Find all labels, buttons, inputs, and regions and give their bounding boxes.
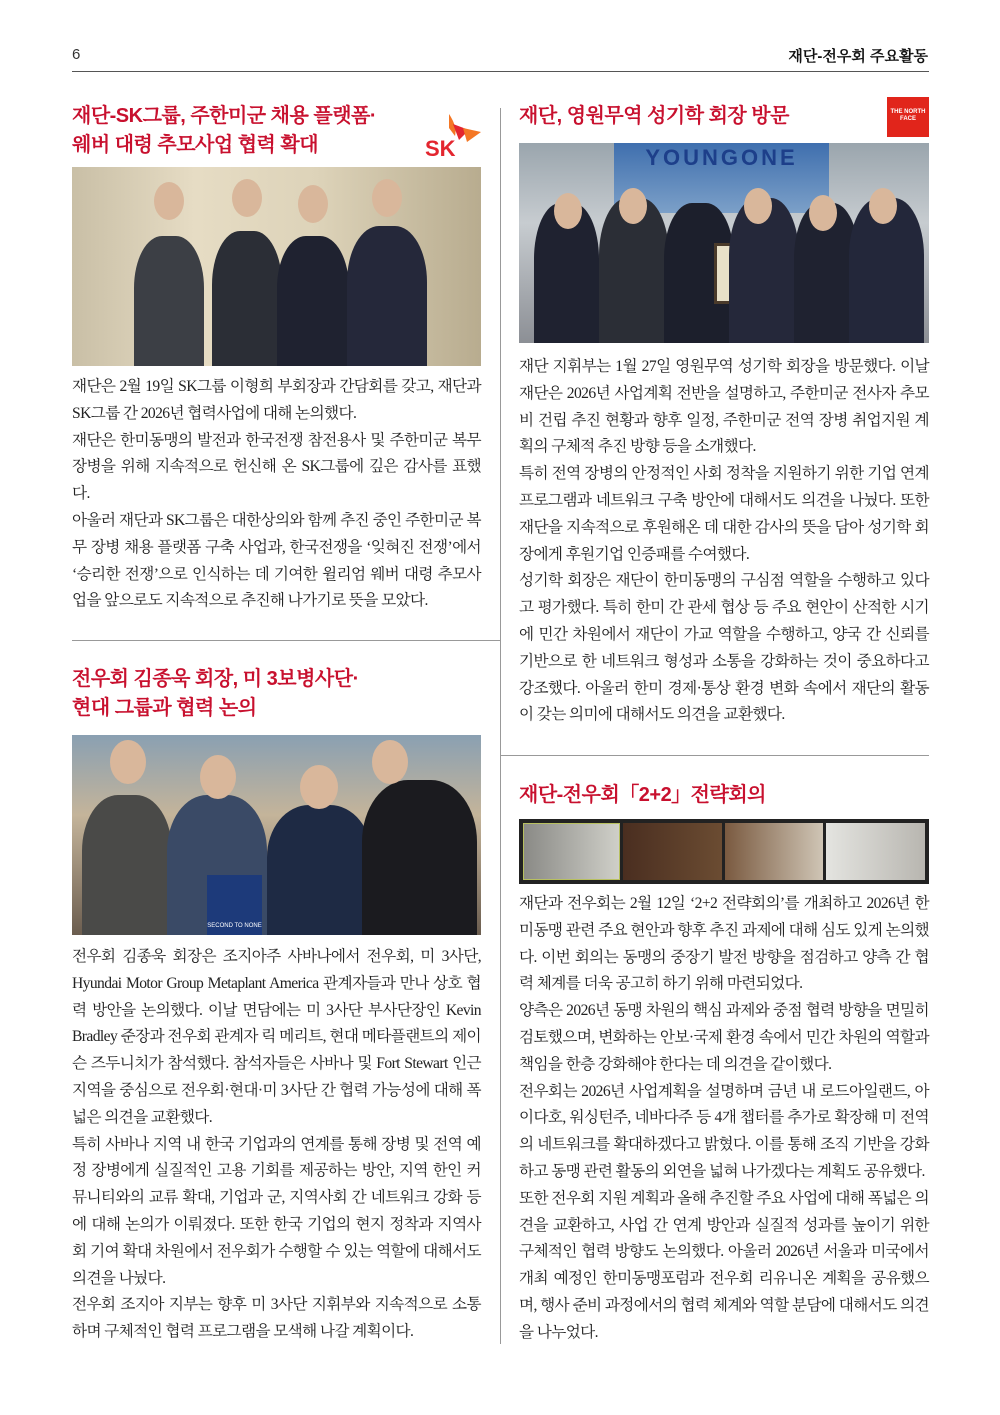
title-line: 웨버 대령 추모사업 협력 확대 <box>72 134 319 156</box>
article-body-strategy <box>519 891 929 1347</box>
sk-logo <box>423 110 483 160</box>
video-conference-screenshot <box>519 819 929 884</box>
video-tile <box>623 823 722 880</box>
article-body-kim <box>72 944 481 1346</box>
video-tile <box>725 823 823 880</box>
section-title: 재단-전우회 주요활동 <box>788 48 928 65</box>
header-divider <box>72 71 929 72</box>
kim-meeting-photo <box>72 735 481 935</box>
paragraph: 특히 사바나 지역 내 한국 기업과의 연계를 통해 장병 및 전역 예정 장병에게 실질적인 고용 기회를 제공하는 방안, 지역 한인 커뮤니티와의 교류 확대, 기업과 군, 지역사회 간 네트워크 강화 등에 대해 논의가 이뤄졌다. 또한 한국 기업의 현지 정착과 지역사회 기여 확대 차원에서 전우회가 수행할 수 있는 역할에 대해서도 의견을 나눴다. <box>72 1135 481 1287</box>
paragraph: 재단은 한미동맹의 발전과 한국전쟁 참전용사 및 주한미군 복무 장병을 위해 지속적으로 헌신해 온 SK그룹에 깊은 감사를 표했다. <box>72 431 481 503</box>
title-line: 전우회 김종욱 회장, 미 3보병사단· <box>72 668 359 690</box>
paragraph: 전우회는 2026년 사업계획을 설명하며 금년 내 로드아일랜드, 아이다호, 워싱턴주, 네바다주 등 4개 챕터를 추가로 확장해 미 전역의 네트워크를 확대하겠다고 밝혔다. 이를 통해 조직 기반을 강화하고 동맹 관련 활동의 외연을 넓혀 나가겠다는 계획도 공유했다. <box>519 1082 929 1180</box>
paragraph: 특히 전역 장병의 안정적인 사회 정착을 지원하기 위한 기업 연계 프로그램과 네트워크 구축 방안에 대해서도 의견을 나눴다. 또한 재단을 지속적으로 후원해온 데 대한 감사의 뜻을 담아 성기학 회장에게 후원기업 인증패를 수여했다. <box>519 465 929 563</box>
paragraph: 재단과 전우회는 2월 12일 ‘2+2 전략회의’를 개최하고 2026년 한미동맹 관련 주요 현안과 향후 추진 과제에 대해 심도 있게 논의했다. 이번 회의는 동맹의 중장기 발전 방향을 점검하고 양측 간 협력 체계를 더욱 공고히 하기 위해 마련되었다. <box>519 895 929 993</box>
article-body-youngone <box>519 354 929 729</box>
video-tile <box>826 823 925 880</box>
title-line: 현대 그룹과 협력 논의 <box>72 697 257 719</box>
youngone-sign: YOUNGONE <box>614 143 829 213</box>
bag: SECOND TO NONE <box>207 875 262 935</box>
north-face-logo: THE NORTH FACE <box>887 97 929 137</box>
article-title-sk <box>72 102 432 160</box>
article-divider <box>72 640 500 641</box>
paragraph: 성기학 회장은 재단이 한미동맹의 구심점 역할을 수행하고 있다고 평가했다. 특히 한미 간 관세 협상 등 주요 현안이 산적한 시기에 민간 차원에서 재단이 가교 역할을 수행하고, 양국 간 신뢰를 기반으로 한 네트워크 형성과 소통을 강화하는 것이 중요하다고 강조했다. 아울러 한미 경제·통상 환경 변화 속에서 재단의 활동이 갖는 의미에 대해서도 의견을 교환했다. <box>519 572 929 724</box>
svg-text:SK: SK <box>425 136 456 160</box>
article-title-kim <box>72 665 481 723</box>
article-body-sk <box>72 374 481 615</box>
title-line: 재단-SK그룹, 주한미군 채용 플랫폼· <box>72 105 376 127</box>
article-title-youngone: 재단, 영원무역 성기학 회장 방문 <box>519 105 789 127</box>
article-title-strategy: 재단-전우회「2+2」전략회의 <box>519 784 766 806</box>
paragraph: 재단은 2월 19일 SK그룹 이형희 부회장과 간담회를 갖고, 재단과 SK그룹 간 2026년 협력사업에 대해 논의했다. <box>72 378 481 422</box>
paragraph: 아울러 재단과 SK그룹은 대한상의와 함께 추진 중인 주한미군 복무 장병 채용 플랫폼 구축 사업과, 한국전쟁을 ‘잊혀진 전쟁’에서 ‘승리한 전쟁’으로 인식하는 데 기여한 윌리엄 웨버 대령 추모사업을 앞으로도 지속적으로 추진해 나가기로 뜻을 모았다. <box>72 511 481 610</box>
column-divider <box>500 108 501 1344</box>
video-tile <box>523 823 620 880</box>
paragraph: 전우회 조지아 지부는 향후 미 3사단 지휘부와 지속적으로 소통하며 구체적인 협력 프로그램을 모색해 나갈 계획이다. <box>72 1296 481 1341</box>
paragraph: 또한 전우회 지원 계획과 올해 추진할 주요 사업에 대해 폭넓은 의견을 교환하고, 사업 간 연계 방안과 실질적 성과를 높이기 위한 구체적인 협력 방향도 논의했다. 아울러 2026년 서울과 미국에서 개최 예정인 한미동맹포럼과 전우회 리유니온 계획을 공유했으며, 행사 준비 과정에서의 협력 체계와 역할 분담에 대해서도 의견을 나누었다. <box>519 1189 929 1341</box>
paragraph: 양측은 2026년 동맹 차원의 핵심 과제와 중점 협력 방향을 면밀히 검토했으며, 변화하는 안보·국제 환경 속에서 민간 차원의 역할과 책임을 한층 강화해야 한다는 데 의견을 같이했다. <box>519 1002 929 1073</box>
sk-meeting-photo <box>72 167 481 366</box>
article-divider <box>500 755 929 756</box>
paragraph: 재단 지휘부는 1월 27일 영원무역 성기학 회장을 방문했다. 이날 재단은 2026년 사업계획 전반을 설명하고, 주한미군 전사자 추모비 건립 추진 현황과 향후 일정, 주한미군 전역 장병 취업지원 계획의 구체적 추진 방향 등을 소개했다. <box>519 358 929 456</box>
paragraph: 전우회 김종욱 회장은 조지아주 사바나에서 전우회, 미 3사단, Hyundai Motor Group Metaplant America 관계자들과 만나 상호 협력 방안을 논의했다. 이날 면담에는 미 3사단 부사단장인 Kevin Bradley 준장과 전우회 관계자 릭 메리트, 현대 메타플랜트의 제이슨 즈두니치가 참석했다. 참석자들은 사바나 및 Fort Stewart 인근 지역을 중심으로 전우회·현대·미 3사단 간 협력 가능성에 대해 폭넓은 의견을 교환했다. <box>72 948 481 1126</box>
youngone-visit-photo <box>519 143 929 343</box>
page-number: 6 <box>72 46 81 63</box>
